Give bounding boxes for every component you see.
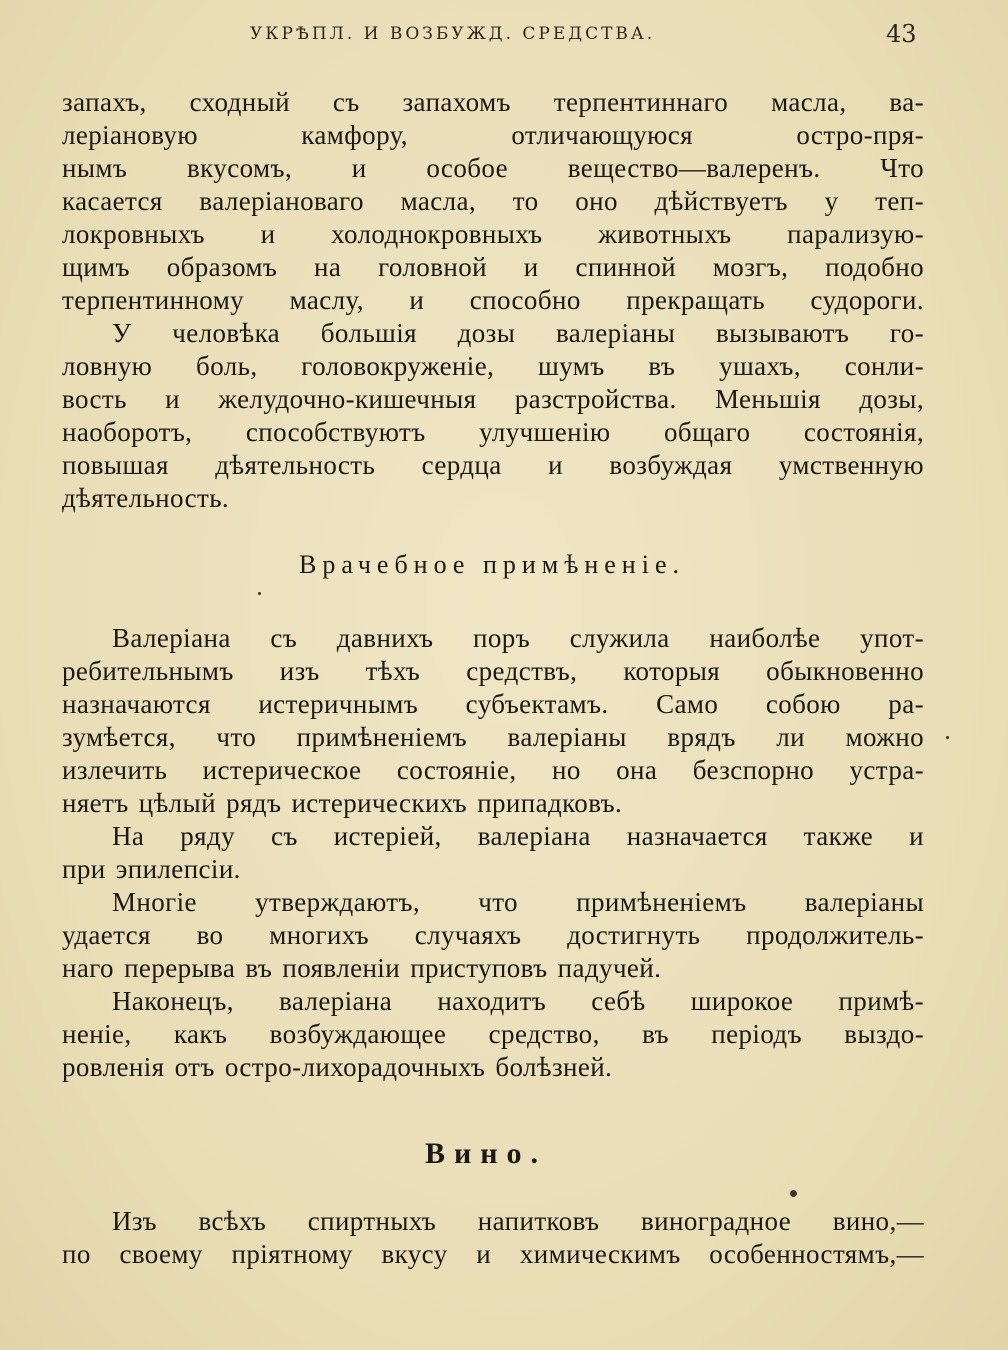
print-speck — [946, 736, 949, 739]
text-line: повышая дѣятельность сердца и возбуждая умственную — [62, 450, 924, 480]
section-heading-wine: Вино. — [424, 1137, 548, 1170]
text-line: Изъ всѣхъ спиртныхъ напитковъ виноградное вино,— — [112, 1206, 924, 1236]
text-line: Многіе утверждаютъ, что примѣненіемъ валеріаны — [112, 887, 924, 917]
text-line: удается во многихъ случаяхъ достигнуть продолжитель- — [62, 920, 924, 950]
text-line: излечить истерическое состояніе, но она безспорно устра- — [62, 755, 924, 785]
text-line: терпентинному маслу, и способно прекращать судороги. — [62, 285, 924, 315]
text-line: неніе, какъ возбуждающее средство, въ періодъ выздо- — [62, 1019, 924, 1049]
text-line: леріановую камфору, отличающуюся остро-пря- — [62, 120, 924, 150]
text-line: назначаются истеричнымъ субъектамъ. Само собою ра- — [62, 689, 924, 719]
text-line: наоборотъ, способствуютъ улучшенію общаго состоянія, — [62, 417, 924, 447]
text-line: ровленія отъ остро-лихорадочныхъ болѣзней. — [62, 1052, 613, 1082]
text-line: наго перерыва въ появленіи приступовъ падучей. — [62, 953, 662, 983]
text-line: касается валеріановаго масла, то оно дѣйствуетъ у теп- — [62, 186, 924, 216]
text-line: зумѣется, что примѣненіемъ валеріаны врядъ ли можно — [62, 722, 924, 752]
running-head: УКРѢПЛ. И ВОЗБУЖД. СРЕДСТВА. — [250, 24, 656, 44]
text-line: по своему пріятному вкусу и химическимъ особенностямъ,— — [62, 1239, 924, 1269]
text-line: Наконецъ, валеріана находитъ себѣ широкое примѣ- — [112, 986, 924, 1016]
text-line: нымъ вкусомъ, и особое вещество—валеренъ. Что — [62, 153, 924, 183]
text-line: ловную боль, головокруженіе, шумъ въ ушахъ, сонли- — [62, 351, 924, 381]
text-line: при эпилепсіи. — [62, 854, 241, 884]
print-speck — [258, 592, 261, 595]
text-line: няетъ цѣлый рядъ истерическихъ припадковъ. — [62, 788, 623, 818]
print-speck — [790, 1190, 797, 1197]
text-line: запахъ, сходный съ запахомъ терпентиннаго масла, ва- — [62, 87, 924, 117]
section-heading-medical-use: Врачебное примѣненіе. — [299, 550, 685, 579]
text-line: вость и желудочно-кишечныя разстройства. Меньшія дозы, — [62, 384, 924, 414]
text-line: щимъ образомъ на головной и спинной мозгъ, подобно — [62, 252, 924, 282]
text-line: Валеріана съ давнихъ поръ служила наиболѣе упот- — [112, 623, 924, 653]
text-line: На ряду съ истеріей, валеріана назначается также и — [112, 821, 924, 851]
page-number: 43 — [886, 20, 917, 48]
text-line: локровныхъ и холоднокровныхъ животныхъ парализую- — [62, 219, 924, 249]
text-line: дѣятельность. — [62, 483, 230, 513]
text-line: ребительнымъ изъ тѣхъ средствъ, которыя обыкновенно — [62, 656, 924, 686]
text-line: У человѣка большія дозы валеріаны вызываютъ го- — [112, 318, 924, 348]
